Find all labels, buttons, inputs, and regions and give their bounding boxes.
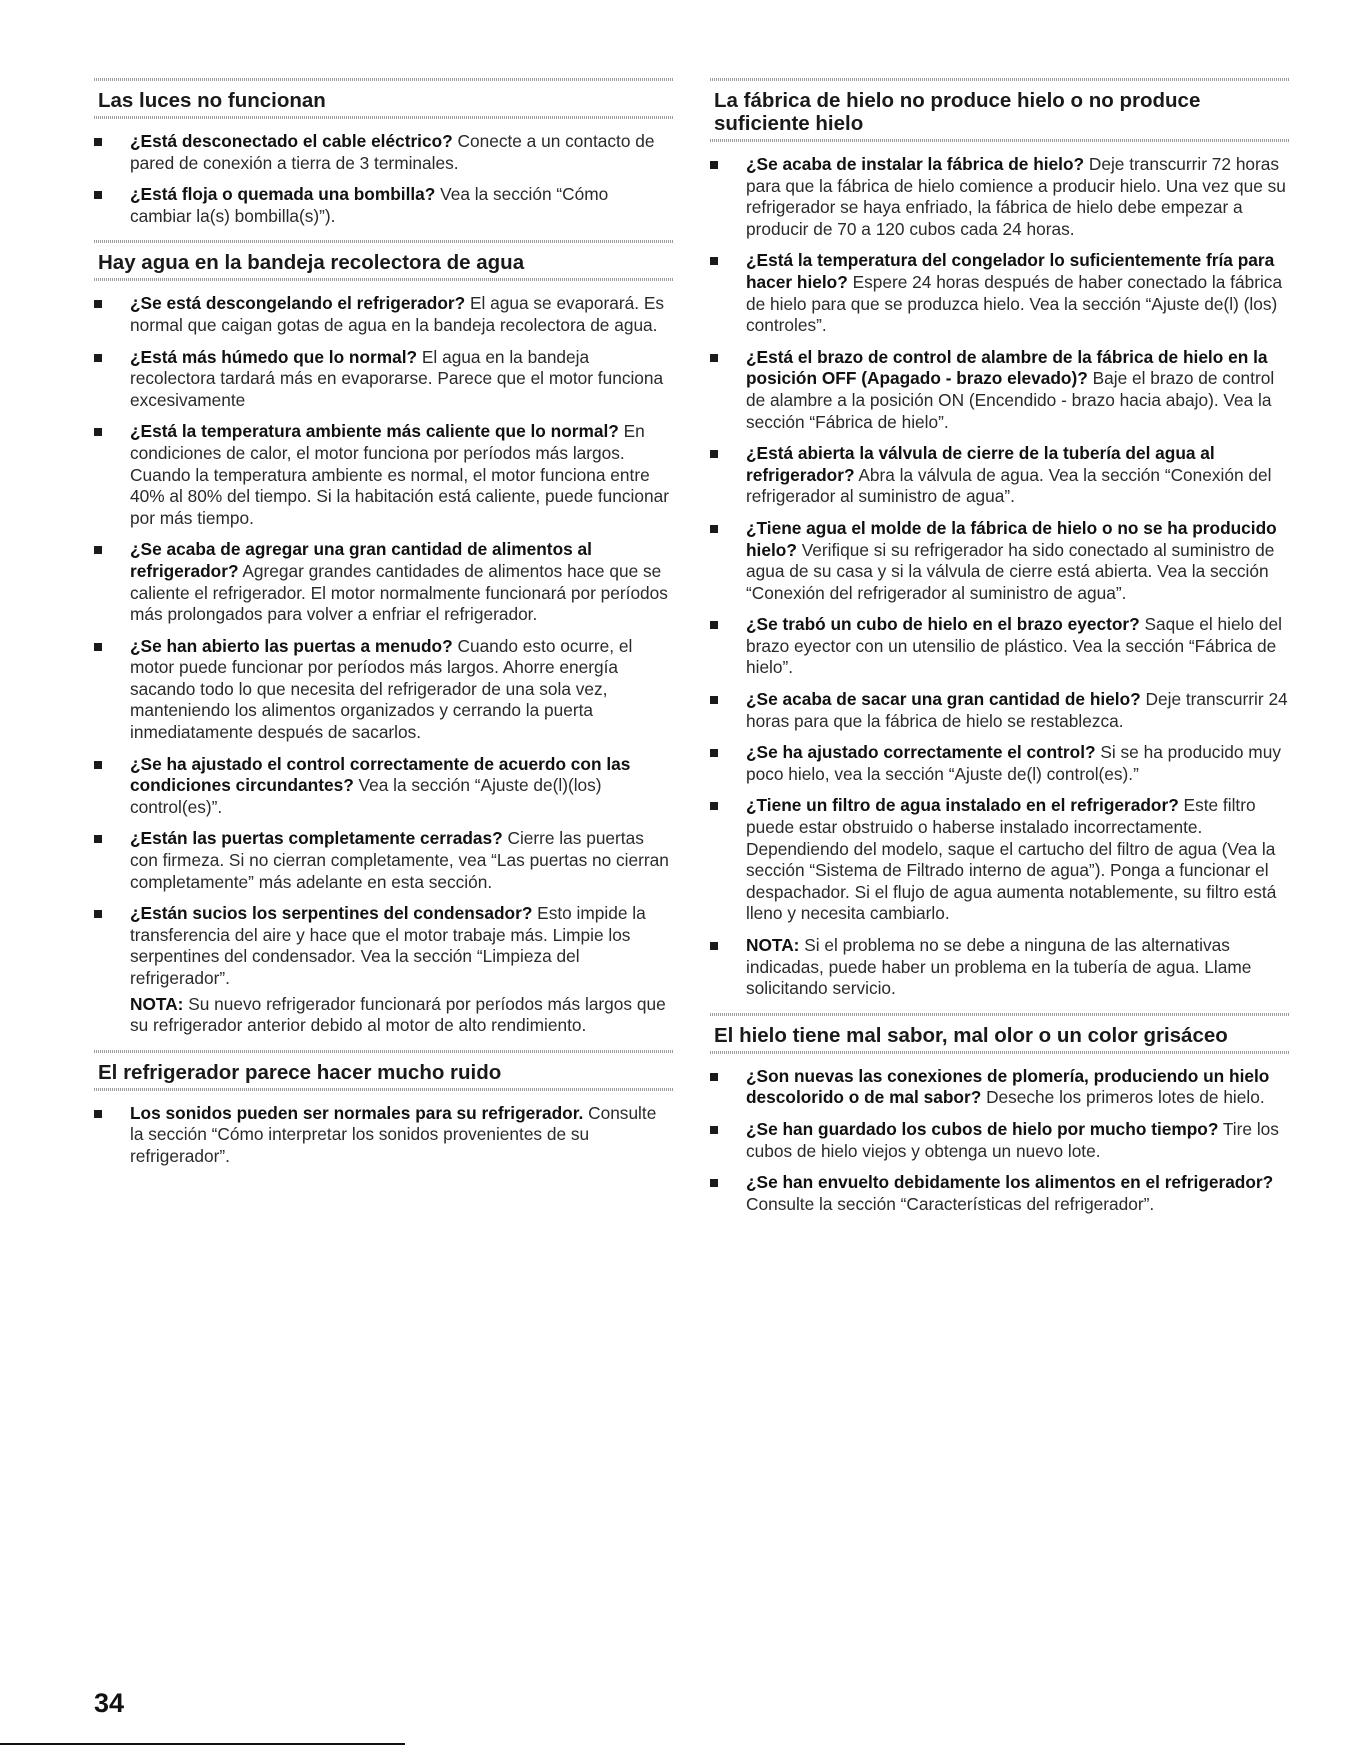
list-item (710, 443, 1290, 508)
answer-text: Este filtro puede estar obstruido o haberse instalado incorrectamente. Dependiendo del modelo, saque el cartucho del filtro de agua (Vea la sección “Sistema de Filtrado interno de agua”). Ponga a funcionar el despachador. Si el flujo de agua aumenta notablemente, su filtro está lleno y necesita cambiarlo. (746, 795, 1277, 924)
answer-text: Vea la sección “Cómo cambiar la(s) bombilla(s)”). (130, 184, 609, 226)
list-item (94, 903, 674, 1037)
square-bullet-icon (710, 525, 718, 533)
list-item (94, 636, 674, 744)
question-list (94, 293, 674, 1036)
answer-text: Deje transcurrir 24 horas para que la fábrica de hielo se restablezca. (746, 689, 1288, 731)
question-list (710, 154, 1290, 1000)
question-text: NOTA: (746, 935, 800, 955)
question-text: ¿Está la temperatura del congelador lo suficientemente fría para hacer hielo? (746, 250, 1275, 292)
answer-text: El agua se evaporará. Es normal que caigan gotas de agua en la bandeja recolectora de agua. (130, 293, 665, 335)
list-item (94, 539, 674, 625)
list-item (710, 154, 1290, 240)
square-bullet-icon (710, 1126, 718, 1134)
question-text: ¿Se han abierto las puertas a menudo? (130, 635, 453, 656)
list-item (710, 935, 1290, 1000)
question-text: ¿Está el brazo de control de alambre de la fábrica de hielo en la posición OFF (Apagado - brazo elevado)? (746, 346, 1268, 389)
answer-text: Deseche los primeros lotes de hielo. (981, 1087, 1265, 1108)
footer-rule (0, 1743, 405, 1745)
section-heading: El refrigerador parece hacer mucho ruido (98, 1060, 502, 1084)
list-item (710, 742, 1290, 785)
list-item (710, 250, 1290, 336)
question-text: ¿Se acaba de agregar una gran cantidad de alimentos al refrigerador? (130, 539, 592, 581)
answer-text: Consulte la sección “Características del refrigerador”. (746, 1193, 1155, 1214)
list-item (94, 828, 674, 893)
section-rule-bottom (710, 139, 1290, 142)
question-list (94, 131, 674, 227)
answer-text: Baje el brazo de control de alambre a la posición ON (Encendido - brazo hacia abajo). Vea la sección “Fábrica de hielo”. (746, 368, 1275, 432)
question-text: ¿Son nuevas las conexiones de plomería, produciendo un hielo descolorido o de mal sabor? (746, 1065, 1270, 1108)
list-item (710, 614, 1290, 679)
section-rule-bottom (710, 1051, 1290, 1054)
troubleshooting-section (94, 240, 674, 1036)
question-text: ¿Se acaba de sacar una gran cantidad de hielo? (746, 689, 1141, 710)
troubleshooting-section (94, 78, 674, 227)
square-bullet-icon (710, 354, 718, 362)
question-text: ¿Se ha ajustado correctamente el control? (746, 742, 1096, 763)
note-paragraph (130, 994, 674, 1037)
question-text: ¿Se trabó un cubo de hielo en el brazo eyector? (746, 614, 1140, 635)
answer-text: Esto impide la transferencia del aire y hace que el motor trabaje más. Limpie los serpentines del condensador. Vea la sección “Limpieza del refrigerador”. (130, 903, 646, 988)
question-text: Los sonidos pueden ser normales para su refrigerador. (130, 1102, 584, 1123)
square-bullet-icon (710, 1073, 718, 1081)
answer-text: Conecte a un contacto de pared de conexión a tierra de 3 terminales. (130, 131, 655, 173)
square-bullet-icon (94, 546, 102, 554)
square-bullet-icon (710, 1179, 718, 1187)
answer-text: En condiciones de calor, el motor funciona por períodos más largos. Cuando la temperatura ambiente es normal, el motor funciona entre 40% al 80% del tiempo. Si la habitación está caliente, puede funcionar por más tiempo. (130, 421, 669, 528)
square-bullet-icon (94, 354, 102, 362)
list-item (710, 347, 1290, 433)
square-bullet-icon (710, 942, 718, 950)
list-item (710, 518, 1290, 604)
square-bullet-icon (710, 621, 718, 629)
list-item (710, 689, 1290, 732)
list-item (710, 1172, 1290, 1215)
square-bullet-icon (94, 643, 102, 651)
answer-text: Abra la válvula de agua. Vea la sección “Conexión del refrigerador al suministro de agua”. (746, 464, 1272, 507)
square-bullet-icon (710, 450, 718, 458)
list-item (94, 421, 674, 529)
square-bullet-icon (710, 696, 718, 704)
section-heading: Hay agua en la bandeja recolectora de agua (98, 251, 525, 275)
answer-text: Vea la sección “Ajuste de(l)(los) control(es)”. (130, 775, 602, 817)
question-text: ¿Está más húmedo que lo normal? (130, 346, 418, 367)
question-text: ¿Están las puertas completamente cerradas? (130, 828, 503, 849)
page-number: 34 (94, 1688, 125, 1718)
right-column (710, 78, 1290, 1228)
question-text: ¿Está abierta la válvula de cierre de la tubería del agua al refrigerador? (746, 443, 1215, 485)
square-bullet-icon (94, 138, 102, 146)
question-list (710, 1066, 1290, 1216)
list-item (94, 131, 674, 174)
section-rule-bottom (94, 1088, 674, 1091)
question-text: ¿Está desconectado el cable eléctrico? (130, 131, 453, 151)
answer-text: Agregar grandes cantidades de alimentos hace que se caliente el refrigerador. El motor normalmente funcionará por períodos más prolongados para volver a enfriar el refrigerador. (130, 560, 668, 625)
list-item (710, 1119, 1290, 1162)
question-text: ¿Se está descongelando el refrigerador? (130, 293, 466, 314)
section-rule-top (94, 240, 674, 243)
answer-text: Si el problema no se debe a ninguna de las alternativas indicadas, puede haber un problema en la tubería de agua. Llame solicitando servicio. (746, 935, 1252, 999)
note-label: NOTA: (130, 993, 184, 1014)
answer-text: El agua en la bandeja recolectora tardará más en evaporarse. Parece que el motor funciona excesivamente (130, 346, 664, 410)
section-rule-bottom (94, 278, 674, 281)
question-text: ¿Se ha ajustado el control correctamente de acuerdo con las condiciones circundantes? (130, 753, 631, 796)
square-bullet-icon (710, 161, 718, 169)
list-item (94, 184, 674, 227)
section-heading: El hielo tiene mal sabor, mal olor o un color grisáceo (714, 1023, 1228, 1047)
answer-text: Deje transcurrir 72 horas para que la fábrica de hielo comience a producir hielo. Una vez que su refrigerador se haya enfriado, la fábrica de hielo debe empezar a producir de 70 a 120 cubos cada 24 horas. (746, 154, 1286, 239)
section-rule-top (710, 78, 1290, 81)
list-item (94, 293, 674, 336)
question-text: ¿Se acaba de instalar la fábrica de hielo? (746, 154, 1085, 174)
answer-text: Cuando esto ocurre, el motor puede funcionar por períodos más largos. Ahorre energía sacando todo lo que necesita del refrigerador de una sola vez, manteniendo los alimentos organizados y cerrando la puerta inmediatamente después de sacarlos. (130, 635, 633, 743)
answer-text: Tire los cubos de hielo viejos y obtenga un nuevo lote. (746, 1118, 1279, 1161)
square-bullet-icon (710, 257, 718, 265)
troubleshooting-section (710, 78, 1290, 1000)
question-text: ¿Están sucios los serpentines del condensador? (130, 903, 533, 924)
square-bullet-icon (94, 300, 102, 308)
question-text: ¿Se han guardado los cubos de hielo por mucho tiempo? (746, 1118, 1219, 1139)
note-text: Su nuevo refrigerador funcionará por períodos más largos que su refrigerador anterior debido al motor de alto rendimiento. (130, 993, 666, 1036)
list-item (710, 1066, 1290, 1109)
question-text: ¿Se han envuelto debidamente los alimentos en el refrigerador? (746, 1172, 1274, 1193)
question-text: ¿Está floja o quemada una bombilla? (130, 184, 436, 205)
square-bullet-icon (710, 802, 718, 810)
section-heading: La fábrica de hielo no produce hielo o no produce suficiente hielo (714, 89, 1201, 135)
answer-text: Si se ha producido muy poco hielo, vea la sección “Ajuste de(l) control(es).” (746, 742, 1281, 784)
square-bullet-icon (94, 835, 102, 843)
section-heading: Las luces no funcionan (98, 89, 326, 112)
troubleshooting-section (94, 1050, 674, 1168)
answer-text: Consulte la sección “Cómo interpretar los sonidos provenientes de su refrigerador”. (130, 1102, 657, 1166)
square-bullet-icon (710, 749, 718, 757)
troubleshooting-section (710, 1013, 1290, 1216)
question-list (94, 1103, 674, 1168)
answer-text: Saque el hielo del brazo eyector con un utensilio de plástico. Vea la sección “Fábrica de hielo”. (746, 614, 1282, 678)
answer-text: Verifique si su refrigerador ha sido conectado al suministro de agua de su casa y si la válvula de cierre está abierta. Vea la sección “Conexión del refrigerador al suministro de agua”. (746, 539, 1275, 603)
list-item (94, 1103, 674, 1168)
section-rule-bottom (94, 116, 674, 119)
square-bullet-icon (94, 761, 102, 769)
square-bullet-icon (94, 910, 102, 918)
section-rule-top (94, 78, 674, 81)
list-item (94, 347, 674, 412)
square-bullet-icon (94, 191, 102, 199)
answer-text: Espere 24 horas después de haber conectado la fábrica de hielo para que se produzca hielo. Vea la sección “Ajuste de(l) (los) controles”. (746, 271, 1283, 336)
list-item (710, 795, 1290, 925)
answer-text: Cierre las puertas con firmeza. Si no cierran completamente, vea “Las puertas no cierran completamente” más adelante en esta sección. (130, 828, 669, 892)
square-bullet-icon (94, 428, 102, 436)
square-bullet-icon (94, 1110, 102, 1118)
question-text: ¿Tiene un filtro de agua instalado en el refrigerador? (746, 795, 1179, 816)
left-column (94, 78, 674, 1181)
section-rule-top (710, 1013, 1290, 1016)
question-text: ¿Está la temperatura ambiente más caliente que lo normal? (130, 421, 619, 442)
section-rule-top (94, 1050, 674, 1053)
question-text: ¿Tiene agua el molde de la fábrica de hielo o no se ha producido hielo? (746, 517, 1277, 560)
list-item (94, 754, 674, 819)
